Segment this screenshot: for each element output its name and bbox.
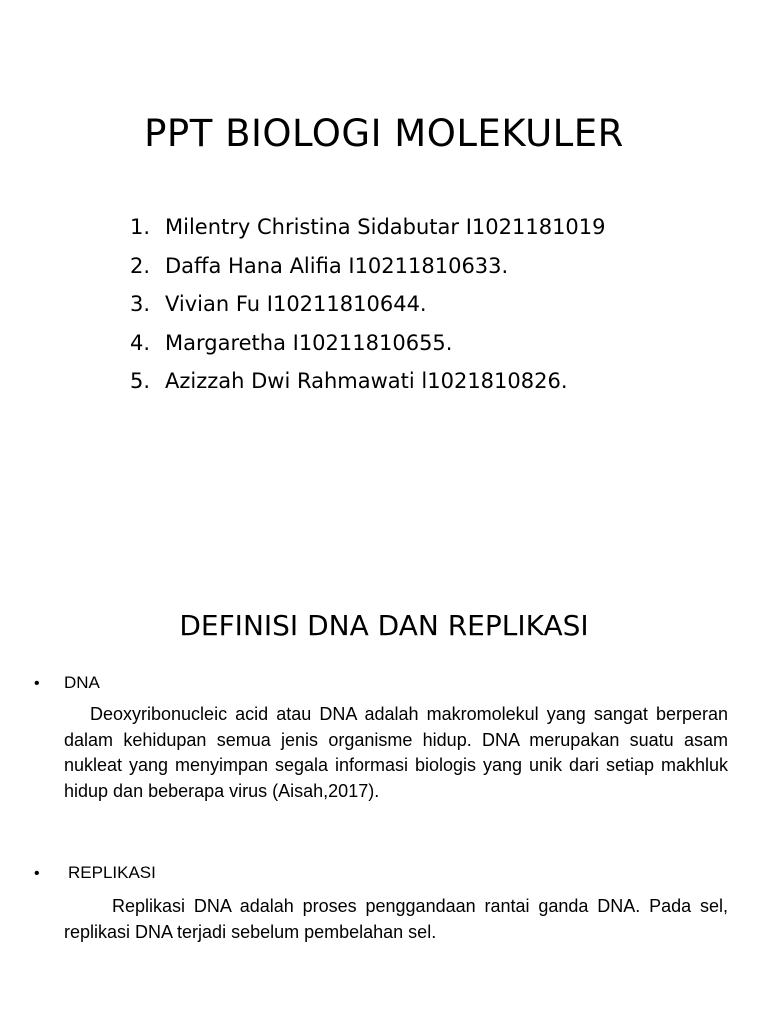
paragraph-replikasi xyxy=(64,894,728,945)
bullet-replikasi xyxy=(34,863,156,883)
slide-2 xyxy=(0,512,768,1024)
list-item xyxy=(130,247,606,286)
bullet-dna xyxy=(34,673,100,693)
slide-2-title: DEFINISI DNA DAN REPLIKASI xyxy=(179,609,589,642)
list-number: 5. xyxy=(130,369,151,393)
paragraph-replikasi-text: Replikasi DNA adalah proses penggandaan rantai ganda DNA. Pada sel, replikasi DNA terjadi sebelum pembelahan sel. xyxy=(64,896,728,942)
member-list xyxy=(130,208,606,401)
list-number: 3. xyxy=(130,292,151,316)
member-name: Vivian Fu I10211810644. xyxy=(165,292,427,316)
section-heading-dna: DNA xyxy=(64,673,100,692)
member-name: Daffa Hana Alifia I10211810633. xyxy=(165,253,509,278)
list-number: 4. xyxy=(130,330,151,355)
paragraph-dna xyxy=(64,702,728,804)
list-item xyxy=(130,362,606,401)
section-heading-replikasi: REPLIKASI xyxy=(68,863,156,882)
member-name: Milentry Christina Sidabutar I1021181019 xyxy=(165,215,606,239)
list-number: 2. xyxy=(130,253,151,278)
member-name: Azizzah Dwi Rahmawati l1021810826. xyxy=(165,369,568,393)
list-item xyxy=(130,285,606,324)
bullet-icon: • xyxy=(34,675,40,692)
member-name: Margaretha I10211810655. xyxy=(165,330,453,355)
list-number: 1. xyxy=(130,215,151,239)
paragraph-dna-text: Deoxyribonucleic acid atau DNA adalah makromolekul yang sangat berperan dalam kehidupan semua jenis organisme hidup. DNA merupakan suatu asam nukleat yang menyimpan segala informasi biologis yang unik dari setiap makhluk hidup dan beberapa virus (Aisah,2017). xyxy=(64,704,728,801)
bullet-icon: • xyxy=(34,865,40,882)
list-item xyxy=(130,324,606,363)
list-item xyxy=(130,208,606,247)
slide-1-title: PPT BIOLOGI MOLEKULER xyxy=(144,112,624,155)
